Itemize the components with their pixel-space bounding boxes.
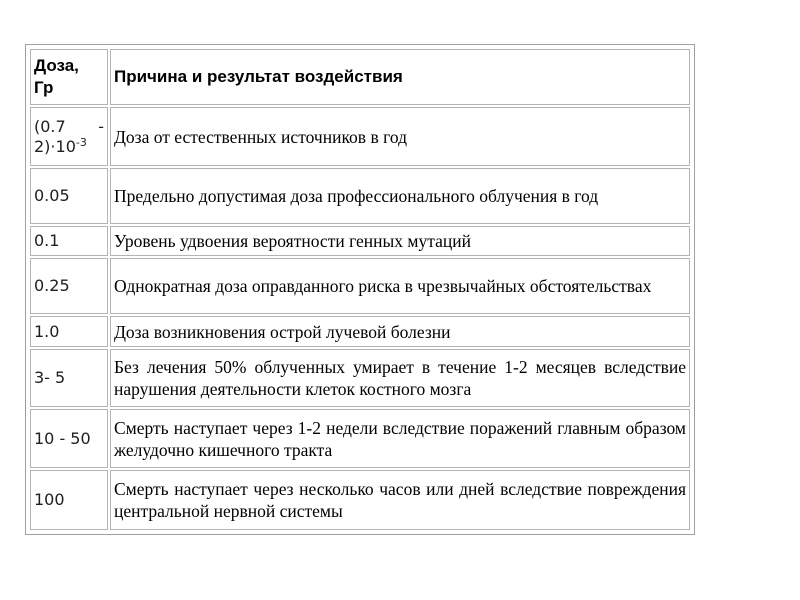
table-row <box>30 349 690 407</box>
desc-cell: Доза возникновения острой лучевой болезни <box>110 316 690 347</box>
table-row <box>30 168 690 224</box>
dose-cell: 1.0 <box>30 316 108 347</box>
table-row <box>30 470 690 530</box>
desc-cell: Уровень удвоения вероятности генных мутаций <box>110 226 690 256</box>
dose-part1: (0.7 <box>34 116 66 136</box>
header-cause: Причина и результат воздействия <box>110 49 690 105</box>
dose-cell: 10 - 50 <box>30 409 108 468</box>
table-row <box>30 258 690 314</box>
dose-cell: 0.1 <box>30 226 108 256</box>
dose-cell <box>30 107 108 166</box>
header-dose-line2: Гр <box>34 78 54 97</box>
table-row <box>30 107 690 166</box>
desc-cell: Однократная доза оправданного риска в чрезвычайных обстоятельствах <box>110 258 690 314</box>
dose-cell: 3- 5 <box>30 349 108 407</box>
table-row <box>30 316 690 347</box>
dose-effects-table <box>28 47 692 532</box>
desc-cell: Предельно допустимая доза профессионального облучения в год <box>110 168 690 224</box>
table-header-row <box>30 49 690 105</box>
header-dose-line1: Доза, <box>34 56 79 75</box>
table-row <box>30 409 690 468</box>
desc-cell: Смерть наступает через несколько часов или дней вследствие повреждения центральной нервной системы <box>110 470 690 530</box>
desc-cell: Смерть наступает через 1-2 недели вследствие поражений главным образом желудочно кишечного тракта <box>110 409 690 468</box>
dose-cell: 0.25 <box>30 258 108 314</box>
dose-exponent: -3 <box>75 135 87 149</box>
desc-cell: Доза от естественных источников в год <box>110 107 690 166</box>
dose-cell: 0.05 <box>30 168 108 224</box>
radiation-dose-table <box>25 44 695 535</box>
dose-dash: - <box>98 116 104 136</box>
dose-part2: 2)·10 <box>34 136 76 156</box>
dose-cell: 100 <box>30 470 108 530</box>
header-dose <box>30 49 108 105</box>
table-row <box>30 226 690 256</box>
desc-cell: Без лечения 50% облученных умирает в течение 1-2 месяцев вследствие нарушения деятельности клеток костного мозга <box>110 349 690 407</box>
